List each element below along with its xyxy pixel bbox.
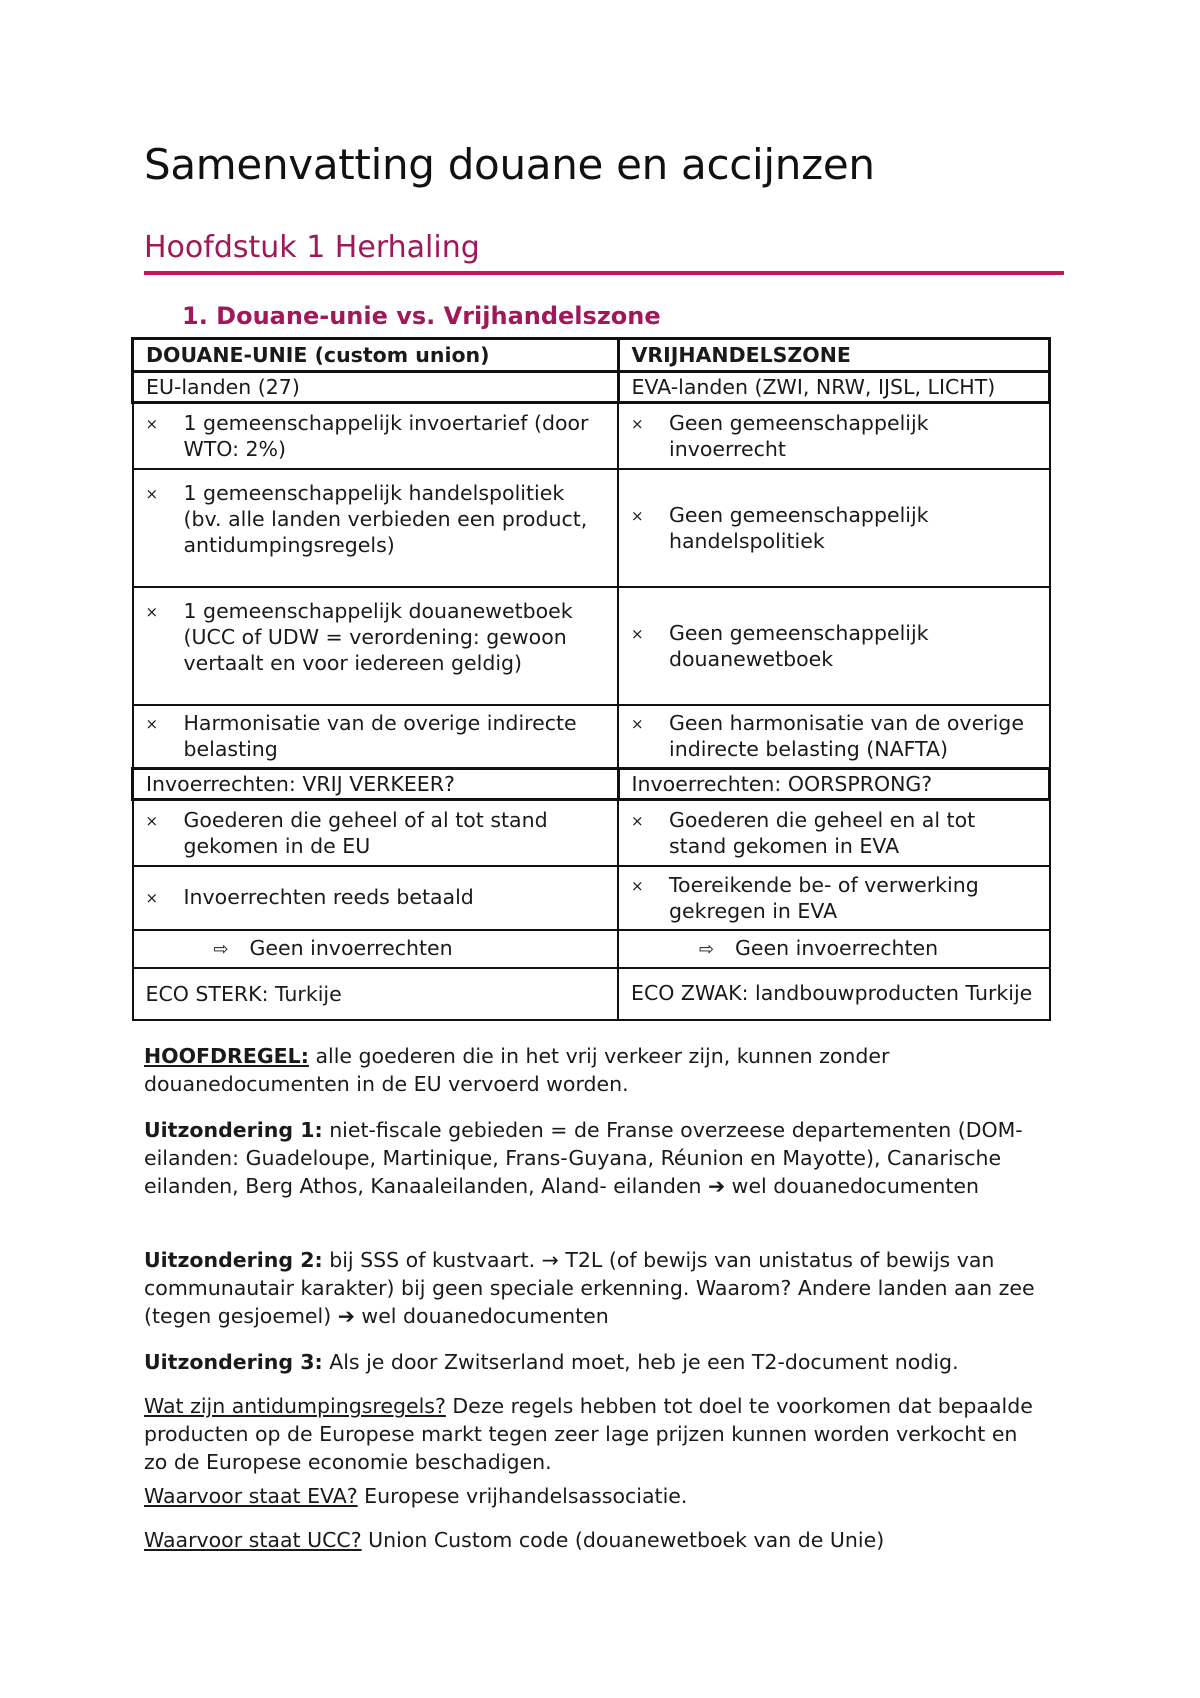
uitzondering-3-text: Als je door Zwitserland moet, heb je een T2-document nodig. [322, 1350, 959, 1374]
row-left-text: Goederen die geheel of al tot stand gekomen in de EU [183, 807, 548, 858]
header-customs-union: DOUANE-UNIE (custom union) [133, 339, 619, 372]
row-left-text: Harmonisatie van de overige indirecte belasting [183, 711, 577, 762]
table-row [133, 800, 1050, 866]
right-arrow-icon: ⇨ [699, 938, 715, 960]
question-eva: Waarvoor staat EVA? [144, 1484, 358, 1508]
bullet-icon: × [145, 889, 159, 907]
bullet-icon: × [145, 811, 159, 830]
row-right-text: Goederen die geheel en al tot stand gekomen in EVA [669, 807, 976, 858]
bullet-icon: × [631, 624, 644, 643]
uitzondering-1-label: Uitzondering 1: [144, 1118, 323, 1142]
row-right-text: Geen gemeenschappelijk invoerrecht [669, 410, 929, 461]
comparison-table [131, 337, 1051, 1021]
paragraph-uitzondering-3 [144, 1348, 1044, 1376]
chapter-heading: Hoofdstuk 1 Herhaling [144, 230, 1064, 275]
table-row [133, 587, 1050, 705]
question-ucc: Waarvoor staat UCC? [144, 1528, 362, 1552]
bullet-icon: × [145, 414, 159, 433]
eco-row [133, 968, 1050, 1020]
table-row [133, 866, 1050, 930]
result-right: Geen invoerrechten [735, 935, 939, 960]
right-arrow-icon: ⇨ [213, 938, 229, 960]
table-row [133, 469, 1050, 587]
table-row [133, 705, 1050, 769]
bullet-icon: × [631, 414, 644, 433]
paragraph-ucc [144, 1526, 1044, 1554]
answer-ucc: Union Custom code (douanewetboek van de Unie) [361, 1528, 885, 1552]
eco-right: ECO ZWAK: landbouwproducten Turkije [618, 968, 1050, 1020]
row-left-text: 1 gemeenschappelijk douanewetboek (UCC of UDW = verordening: gewoon vertaalt en voor iedereen geldig) [183, 598, 573, 675]
uitzondering-2-label: Uitzondering 2: [144, 1248, 323, 1272]
uitzondering-2-text: bij SSS of kustvaart. → T2L (of bewijs van unistatus of bewijs van communautair karakter) bij geen speciale erkenning. Waarom? Andere landen aan zee (tegen gesjoemel) ➔ wel douanedocumenten [144, 1248, 1035, 1328]
uitzondering-3-label: Uitzondering 3: [144, 1350, 323, 1374]
hoofdregel-text: alle goederen die in het vrij verkeer zijn, kunnen zonder douanedocumenten in de EU vervoerd worden. [144, 1044, 890, 1096]
paragraph-antidumping [144, 1392, 1044, 1476]
row-right-text: Toereikende be- of verwerking gekregen in EVA [669, 872, 979, 923]
members-left: EU-landen (27) [133, 372, 619, 403]
row-left-text: Invoerrechten reeds betaald [183, 885, 474, 909]
result-row [133, 930, 1050, 968]
bullet-icon: × [145, 484, 159, 503]
duties-row [133, 769, 1050, 800]
uitzondering-1-text: niet-fiscale gebieden = de Franse overzeese departementen (DOM-eilanden: Guadeloupe, Martinique, Frans-Guyana, Réunion en Mayotte), Canarische eilanden, Berg Athos, Kanaaleilanden, Aland- eilanden ➔ wel douanedocumenten [144, 1118, 1023, 1198]
bullet-icon: × [631, 715, 644, 734]
question-antidumping: Wat zijn antidumpingsregels? [144, 1394, 446, 1418]
members-right: EVA-landen (ZWI, NRW, IJSL, LICHT) [618, 372, 1050, 403]
section-heading: 1. Douane-unie vs. Vrijhandelszone [182, 302, 661, 330]
answer-antidumping: Deze regels hebben tot doel te voorkomen dat bepaalde producten op de Europese markt tegen zeer lage prijzen kunnen worden verkocht en zo de Europese economie beschadigen. [144, 1394, 1033, 1474]
row-right-text: Geen gemeenschappelijk douanewetboek [669, 620, 929, 671]
eco-left: ECO STERK: Turkije [133, 968, 619, 1020]
document-title: Samenvatting douane en accijnzen [144, 140, 875, 189]
header-free-trade-zone: VRIJHANDELSZONE [618, 339, 1050, 372]
result-left: Geen invoerrechten [249, 935, 453, 960]
table-row [133, 403, 1050, 469]
bullet-icon: × [631, 811, 644, 830]
paragraph-uitzondering-1 [144, 1116, 1044, 1200]
duties-right: Invoerrechten: OORSPRONG? [618, 769, 1050, 800]
paragraph-hoofdregel [144, 1042, 1044, 1098]
table-header-row [133, 339, 1050, 372]
row-left-text: 1 gemeenschappelijk handelspolitiek (bv. alle landen verbieden een product, antidumpingsregels) [183, 480, 588, 557]
hoofdregel-label: HOOFDREGEL: [144, 1044, 309, 1068]
members-row [133, 372, 1050, 403]
bullet-icon: × [145, 715, 159, 734]
row-left-text: 1 gemeenschappelijk invoertarief (door WTO: 2%) [183, 410, 589, 461]
duties-left: Invoerrechten: VRIJ VERKEER? [133, 769, 619, 800]
bullet-icon: × [631, 876, 644, 895]
paragraph-eva [144, 1482, 1044, 1510]
row-right-text: Geen gemeenschappelijk handelspolitiek [669, 502, 929, 553]
bullet-icon: × [145, 602, 159, 621]
row-right-text: Geen harmonisatie van de overige indirecte belasting (NAFTA) [669, 711, 1024, 762]
paragraph-uitzondering-2 [144, 1246, 1044, 1330]
bullet-icon: × [631, 506, 644, 525]
answer-eva: Europese vrijhandelsassociatie. [357, 1484, 688, 1508]
